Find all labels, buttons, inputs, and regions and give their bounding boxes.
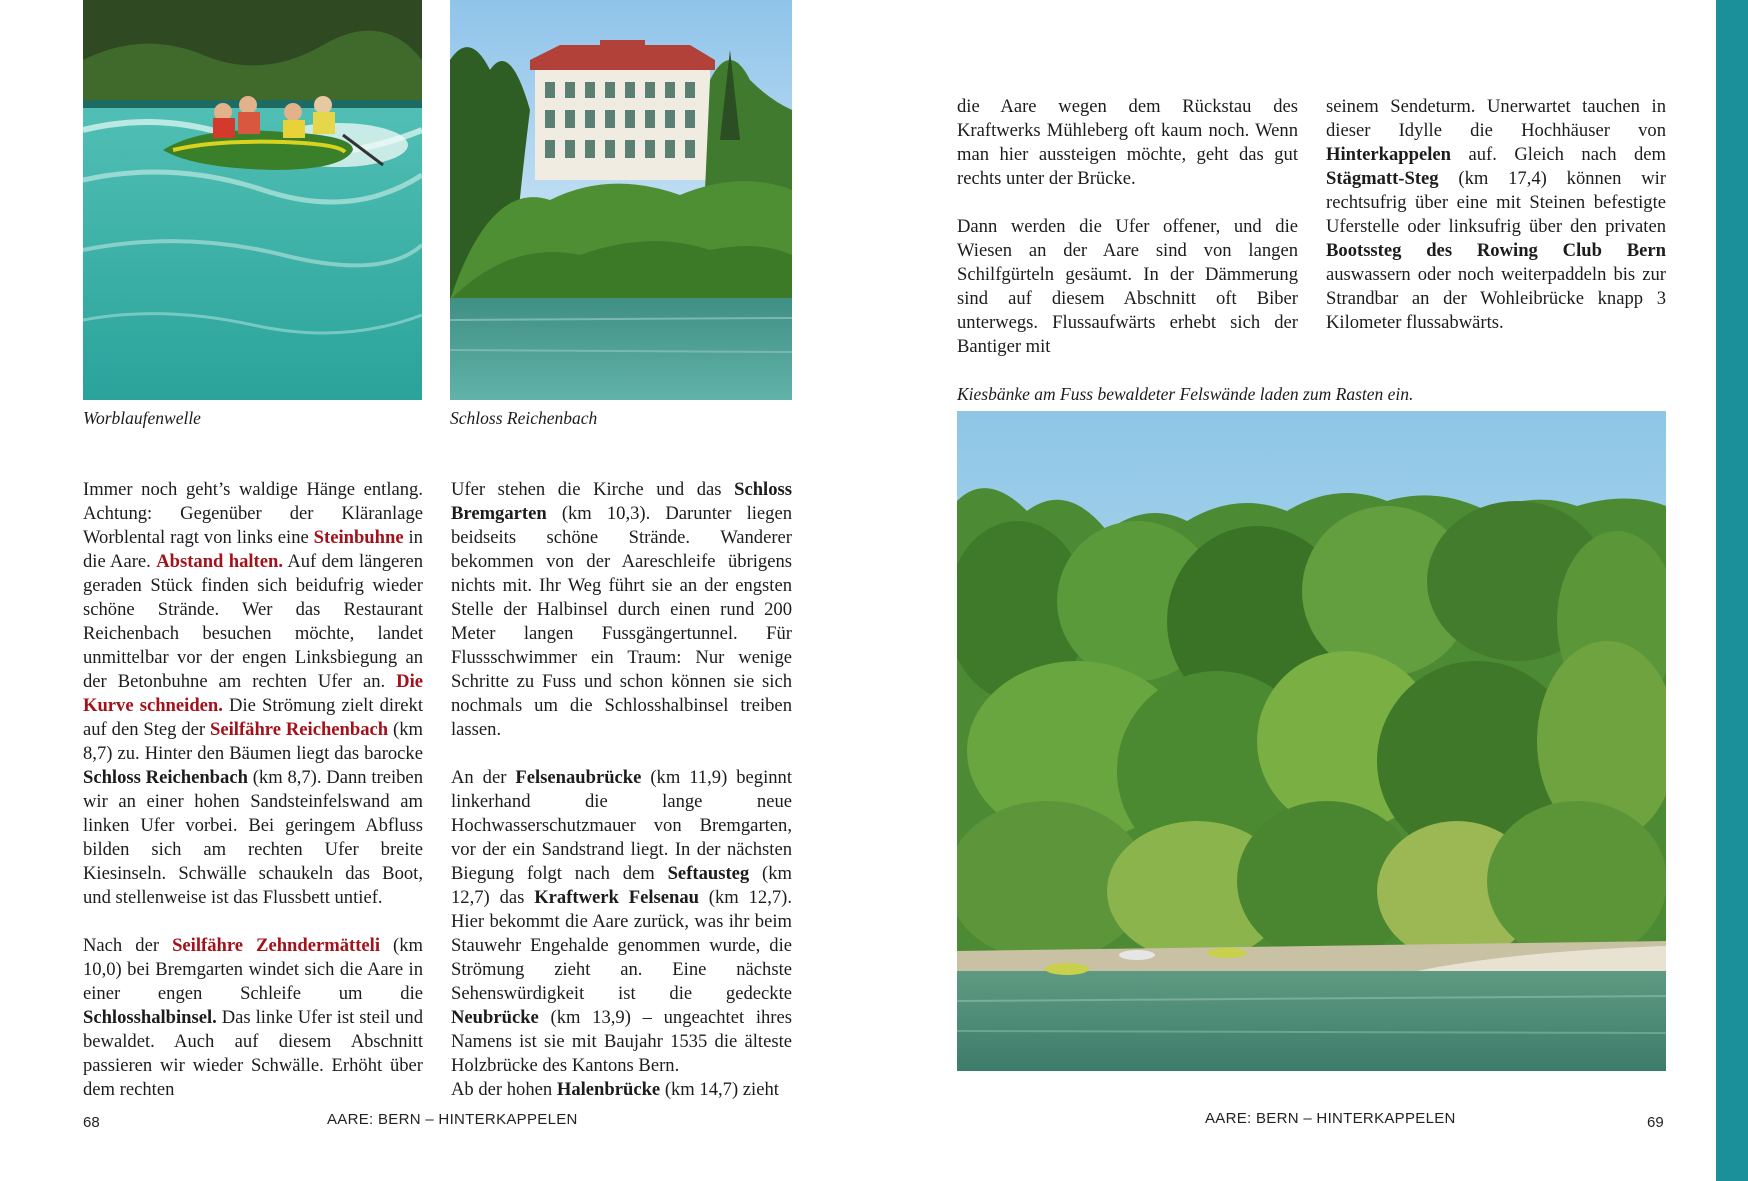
paragraph [451,478,792,742]
right-text-column-1 [957,95,1298,359]
bold-term: Schloss Reichenbach [83,767,248,788]
page-number-left: 68 [83,1114,100,1131]
text-run: Auf dem längeren geraden Stück finden sich beidufrig wieder schöne Strände. Wer das Restaurant Reichenbach besuchen möchte, landet unmittelbar vor der engen Linksbiegung an der Betonbuhne am rechten Ufer an. [83,551,423,692]
text-run: (km 8,7). Dann treiben wir an einer hohen Sandsteinfelswand am linken Ufer vorbei. Bei geringem Abfluss bilden sich am rechten Ufer breite Kiesinseln. Schwälle schaukeln das Boot, und stellenweise ist das Flussbett untief. [83,767,423,908]
page-number-right: 69 [1647,1114,1664,1131]
bold-term: Felsenaubrücke [515,767,642,788]
bold-term: Schloss Bremgarten [451,479,792,524]
text-run: (km 8,7) zu. Hinter den Bäumen liegt das barocke [83,719,424,764]
text-run: (km 10,3). Darunter liegen beidseits schöne Strände. Wanderer bekommen von der Aareschleife übrigens nichts mit. Ihr Weg führt sie an der engsten Stelle der Halbinsel durch einen rund 200 Meter langen Fussgängertunnel. Für Flussschwimmer ein Traum: Nur wenige Schritte zu Fuss und schon können sie sich nochmals um die Schlosshalbinsel treiben lassen. [451,503,792,740]
photo-schloss-reichenbach [450,0,792,400]
paragraph [451,766,792,1078]
teal-edge-bar [1716,0,1748,1181]
text-run: An der [451,767,516,788]
photo2-caption: Schloss Reichenbach [450,408,598,428]
highlight-term: Seilfähre Reichenbach [210,719,389,740]
text-run: auf. Gleich nach dem [1451,144,1666,165]
highlight-term: Die Kurve schneiden. [83,671,423,716]
text-run: (km 12,7) das [451,863,792,908]
text-run: die Aare wegen dem Rückstau des Kraftwerks Mühleberg oft kaum noch. Wenn man hier aussteigen möchte, geht das gut rechts unter der Brücke. [957,96,1298,189]
paragraph [451,1078,792,1102]
bold-term: Bootssteg des Rowing Club Bern [1326,240,1666,261]
text-run: Das linke Ufer ist steil und bewaldet. Auch auf diesem Abschnitt passieren wir wieder Schwälle. Erhöht über dem rechten [83,1007,423,1100]
paragraph [83,934,423,1102]
left-text-column-1 [83,478,423,1102]
right-text-column-2 [1326,95,1666,335]
highlight-term: Seilfähre Zehndermätteli [172,935,380,956]
text-run: (km 11,9) beginnt linkerhand die lange neue Hochwasserschutzmauer von Bremgarten, vor der ein Sandstrand liegt. In der nächsten Biegung folgt nach dem [451,767,792,884]
left-text-column-2 [451,478,792,1102]
text-run: (km 14,7) zieht [660,1079,779,1100]
photo1-caption: Worblaufenwelle [83,408,201,428]
bold-term: Hinterkappelen [1326,144,1451,165]
paragraph [83,478,423,910]
photo3-caption: Kiesbänke am Fuss bewaldeter Felswände laden zum Rasten ein. [957,384,1414,404]
text-run: (km 10,0) bei Bremgarten windet sich die Aare in einer engen Schleife um die [83,935,423,1004]
text-run: Ufer stehen die Kirche und das [451,479,735,500]
running-footer-right: AARE: BERN – HINTERKAPPELEN [1205,1110,1456,1127]
text-run: Dann werden die Ufer offener, und die Wiesen an der Aare sind von langen Schilfgürteln gesäumt. In der Dämmerung sind auf diesem Abschnitt oft Biber unterwegs. Flussaufwärts erhebt sich der Bantiger mit [957,216,1298,357]
bold-term: Stägmatt-Steg [1326,168,1439,189]
text-run: (km 12,7). Hier bekommt die Aare zurück, was ihr beim Stauwehr Engehalde genommen wurde, die Strömung zieht an. Eine nächste Sehenswürdigkeit ist die gedeckte [451,887,792,1004]
paragraph [1326,95,1666,335]
running-footer-left: AARE: BERN – HINTERKAPPELEN [327,1111,578,1128]
bold-term: Schlosshalbinsel. [83,1007,217,1028]
highlight-term: Steinbuhne [313,527,404,548]
bold-term: Kraftwerk Felsenau [534,887,699,908]
text-run: auswassern oder noch weiterpaddeln bis zur Strandbar an der Wohleibrücke knapp 3 Kilometer flussabwärts. [1326,264,1666,333]
text-run: (km 13,9) – ungeachtet ihres Namens ist sie mit Baujahr 1535 die älteste Holzbrücke des Kantons Bern. [451,1007,792,1076]
photo-riverbank-forest [957,411,1666,1071]
bold-term: Halenbrücke [556,1079,661,1100]
text-run: Ab der hohen [451,1079,557,1100]
bold-term: Seftausteg [667,863,750,884]
text-run: Nach der [83,935,173,956]
bold-term: Neubrücke [451,1007,539,1028]
paragraph [957,95,1298,191]
text-run: (km 17,4) können wir rechtsufrig über eine mit Steinen befestigte Uferstelle oder linksufrig über den privaten [1326,168,1666,237]
highlight-term: Abstand halten. [156,551,283,572]
text-run: seinem Sendeturm. Unerwartet tauchen in dieser Idylle die Hochhäuser von [1326,96,1666,141]
text-run: Immer noch geht’s waldige Hänge entlang. Achtung: Gegenüber der Kläranlage Worblental ragt von links eine [83,479,423,548]
photo-rafting-worblaufenwelle [83,0,422,400]
text-run: Die Strömung zielt direkt auf den Steg der [83,695,423,740]
text-run: in die Aare. [83,527,423,572]
paragraph [957,215,1298,359]
